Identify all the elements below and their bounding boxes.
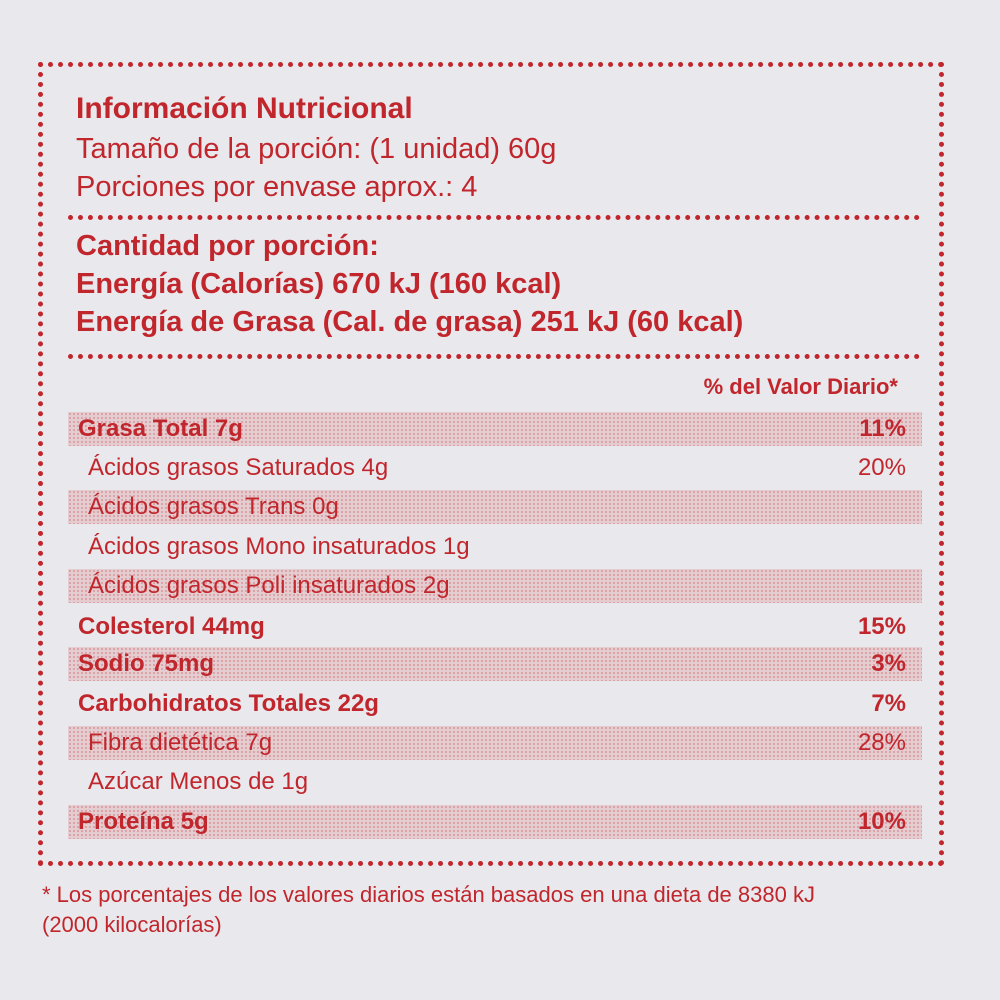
daily-value-footnote: [42, 880, 972, 940]
nutrient-row-sugar: [68, 765, 922, 799]
daily-value-percent: 7%: [871, 690, 906, 717]
nutrient-name: Grasa Total 7g: [78, 415, 243, 442]
nutrient-name: Carbohidratos Totales 22g: [78, 690, 379, 717]
nutrient-name: Ácidos grasos Saturados 4g: [88, 454, 389, 481]
separator-top: [68, 215, 920, 220]
footnote-line-2: (2000 kilocalorías): [42, 912, 222, 937]
daily-value-percent: 10%: [857, 808, 906, 835]
nutrient-name: Colesterol 44mg: [78, 613, 265, 640]
nutrient-name: Sodio 75mg: [78, 650, 215, 677]
nutrient-row-trans-fat: [68, 490, 922, 524]
daily-value-percent: 11%: [859, 415, 906, 442]
energy-calories: Energía (Calorías) 670 kJ (160 kcal): [76, 268, 562, 300]
label-title: Información Nutricional: [76, 92, 413, 125]
nutrient-row-total-carbohydrates: [68, 687, 922, 721]
nutrient-row-sodium: [68, 647, 922, 681]
nutrient-name: Azúcar Menos de 1g: [88, 768, 309, 795]
daily-value-percent: 28%: [857, 729, 906, 756]
daily-value-percent: 15%: [857, 613, 906, 640]
nutrient-name: Fibra dietética 7g: [88, 729, 273, 756]
nutrient-row-protein: [68, 805, 922, 839]
nutrient-name: Ácidos grasos Poli insaturados 2g: [88, 572, 450, 599]
amount-per-serving: Cantidad por porción:: [76, 230, 379, 262]
nutrient-row-dietary-fiber: [68, 726, 922, 760]
energy-from-fat: Energía de Grasa (Cal. de grasa) 251 kJ (60 kcal): [76, 306, 744, 338]
separator-middle: [68, 354, 920, 359]
footnote-line-1: * Los porcentajes de los valores diarios están basados en una dieta de 8380 kJ: [42, 882, 815, 907]
serving-size: Tamaño de la porción: (1 unidad) 60g: [76, 133, 557, 165]
nutrient-name: Proteína 5g: [78, 808, 209, 835]
nutrient-row-total-fat: [68, 412, 922, 446]
nutrient-row-polyunsaturated-fat: [68, 569, 922, 603]
nutrient-name: Ácidos grasos Trans 0g: [88, 493, 339, 520]
nutrient-row-monounsaturated-fat: [68, 530, 922, 564]
nutrient-row-saturated-fat: [68, 451, 922, 485]
nutrient-name: Ácidos grasos Mono insaturados 1g: [88, 533, 470, 560]
daily-value-header: % del Valor Diario*: [703, 374, 898, 399]
daily-value-percent: 20%: [857, 454, 906, 481]
nutrient-row-cholesterol: [68, 610, 922, 644]
servings-per-container: Porciones por envase aprox.: 4: [76, 171, 478, 203]
daily-value-percent: 3%: [871, 650, 906, 677]
